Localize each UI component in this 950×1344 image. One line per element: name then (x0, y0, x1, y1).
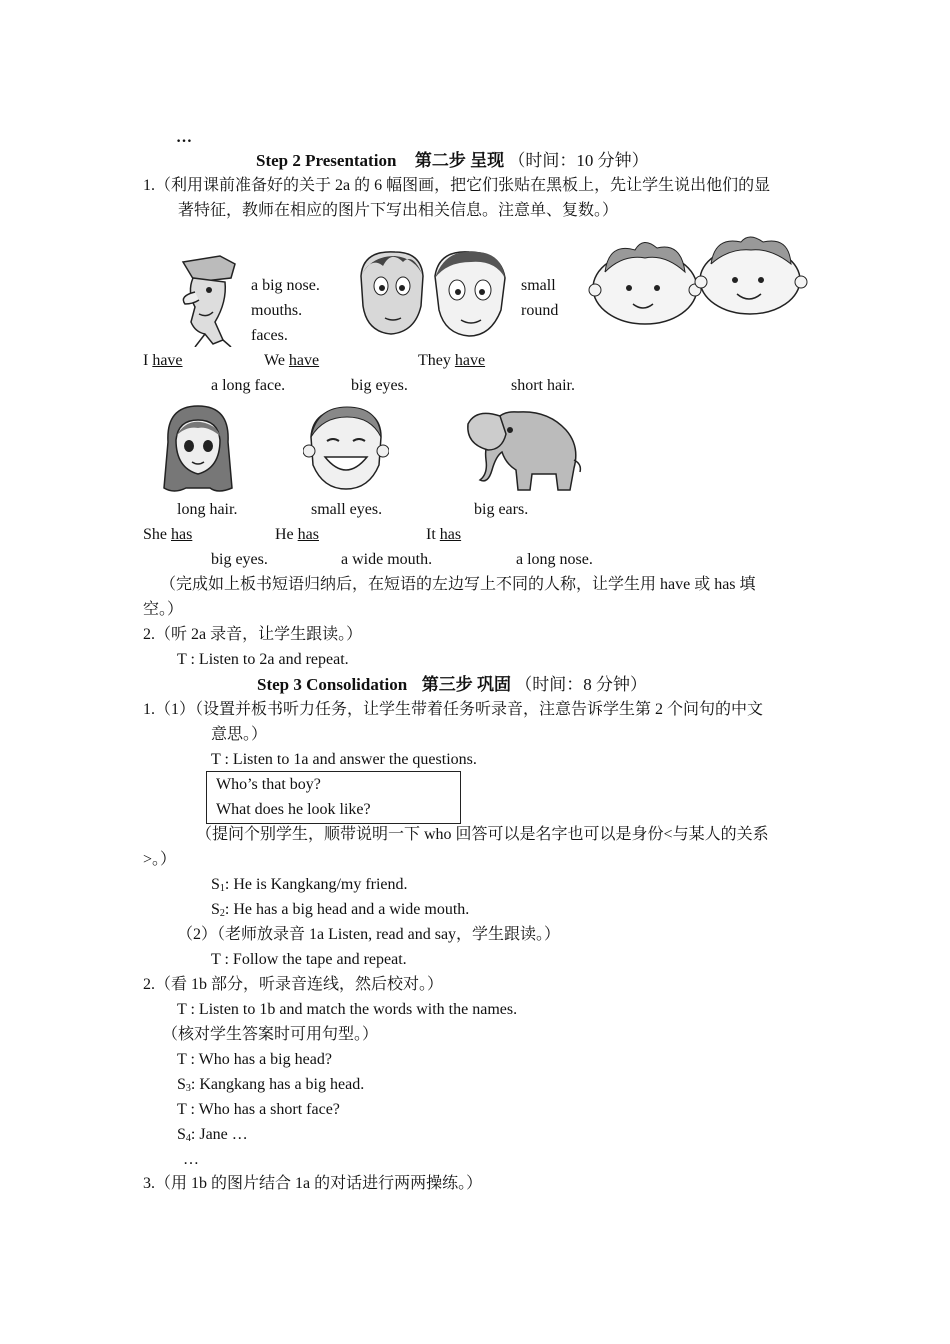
box-question-2: What does he look like? (216, 801, 371, 818)
row1-mid-a: a big nose. (251, 277, 320, 294)
answer-text: : He has a big head and a wide mouth. (224, 901, 470, 918)
ellipsis: … (176, 129, 192, 146)
row2-sentence-3 (426, 525, 461, 545)
row2-sentence-2 (275, 525, 319, 545)
ellipsis: … (183, 1151, 199, 1168)
row1-sentence-1 (143, 351, 183, 371)
row1-right-a: small (521, 277, 556, 294)
subject: We (264, 352, 289, 369)
verb: has (171, 526, 193, 543)
step3-title-en: Step 3 Consolidation (257, 675, 408, 694)
step2-time: （时间：10 分钟） (508, 151, 649, 170)
two-boys-big-eyes-illustration (355, 246, 515, 340)
s3-note-line-1: （提问个别学生，顺带说明一下 who 回答可以是名字也可以是身份<与某人的关系 (196, 826, 769, 843)
s3-item1-line1: 1.（1）（设置并板书听力任务，让学生带着任务听录音，注意告诉学生第 2 个问句的中文 (143, 701, 764, 718)
long-face-man-illustration (165, 252, 245, 347)
box-question-1: Who’s that boy? (216, 776, 321, 793)
s3-item2-teacher: T : Listen to 1b and match the words with the names. (177, 1001, 518, 1018)
speaker-number: 2 (219, 908, 225, 919)
row1-mid-b: mouths. (251, 302, 303, 319)
s3-item1-line2: 意思。） (211, 726, 268, 743)
dialogue-teacher-1: T : Who has a big head? (177, 1051, 332, 1068)
row1-phrase-3: short hair. (511, 377, 575, 394)
s2-item1-line1: 1.（利用课前准备好的关于 2a 的 6 幅图画，把它们张贴在黑板上，先让学生说出他们的显 (143, 177, 771, 194)
subject: He (275, 526, 298, 543)
student-2-answer (211, 900, 469, 924)
step3-time: （时间：8 分钟） (515, 675, 647, 694)
answer-text: : Jane … (190, 1126, 248, 1143)
s3-item1-part2-teacher: T : Follow the tape and repeat. (211, 951, 407, 968)
step2-title-cn: 第二步 呈现 (414, 151, 505, 170)
row1-right-b: round (521, 302, 559, 319)
speaker: S (177, 1076, 186, 1093)
verb: has (439, 526, 462, 543)
s3-item3: 3.（用 1b 的图片结合 1a 的对话进行两两操练。） (143, 1175, 483, 1192)
speaker-number: 1 (219, 883, 225, 894)
step3-title-cn: 第三步 巩固 (421, 675, 511, 694)
dialogue-teacher-2: T : Who has a short face? (177, 1101, 340, 1118)
row2-caption-1: long hair. (177, 501, 238, 518)
s3-item1-teacher: T : Listen to 1a and answer the questions. (211, 751, 477, 768)
speaker: S (177, 1126, 186, 1143)
s2-item2-teacher: T : Listen to 2a and repeat. (177, 651, 349, 668)
answer-text: : He is Kangkang/my friend. (224, 876, 408, 893)
s2-item1-line2: 著特征，教师在相应的图片下写出相关信息。注意单、复数。） (178, 202, 619, 219)
row2-phrase-3: a long nose. (516, 551, 593, 568)
verb: have (454, 352, 486, 369)
student-3-answer (177, 1075, 364, 1099)
step2-title-en: Step 2 Presentation (256, 151, 397, 170)
speaker-number: 4 (185, 1133, 191, 1144)
elephant-illustration (462, 400, 584, 494)
row1-phrase-1: a long face. (211, 377, 286, 394)
student-4-answer (177, 1125, 248, 1149)
row1-sentence-2 (264, 351, 319, 371)
row1-phrase-2: big eyes. (351, 377, 408, 394)
verb: has (297, 526, 319, 543)
girl-long-hair-illustration (158, 402, 238, 494)
row1-mid-c: faces. (251, 327, 288, 344)
s3-item2-note: （核对学生答案时可用句型。） (162, 1026, 379, 1043)
two-round-faces-illustration (585, 232, 810, 327)
s3-note-line-2: >。） (143, 851, 177, 868)
verb: have (288, 352, 320, 369)
subject: She (143, 526, 171, 543)
s3-item1-part2: （2）（老师放录音 1a Listen, read and say，学生跟读。） (177, 926, 561, 943)
note-line-2: 空。） (143, 601, 184, 618)
row2-caption-2: small eyes. (311, 501, 383, 518)
s3-item2: 2.（看 1b 部分，听录音连线，然后校对。） (143, 976, 444, 993)
student-1-answer (211, 875, 408, 899)
row1-sentence-3 (418, 351, 485, 371)
subject: They (418, 352, 455, 369)
step3-heading (257, 675, 647, 695)
note-line-1: （完成如上板书短语归纳后，在短语的左边写上不同的人称，让学生用 have 或 has 填 (160, 576, 756, 593)
verb: have (152, 352, 183, 369)
row2-phrase-1: big eyes. (211, 551, 268, 568)
speaker: S (211, 876, 220, 893)
row2-sentence-1 (143, 525, 192, 545)
step2-heading (256, 151, 649, 171)
speaker: S (211, 901, 220, 918)
row2-caption-3: big ears. (474, 501, 529, 518)
s2-item2: 2.（听 2a 录音，让学生跟读。） (143, 626, 363, 643)
smiling-boy-wide-mouth-illustration (303, 403, 389, 493)
row2-phrase-2: a wide mouth. (341, 551, 433, 568)
subject: It (426, 526, 440, 543)
speaker-number: 3 (185, 1083, 191, 1094)
subject: I (143, 352, 153, 369)
answer-text: : Kangkang has a big head. (190, 1076, 365, 1093)
